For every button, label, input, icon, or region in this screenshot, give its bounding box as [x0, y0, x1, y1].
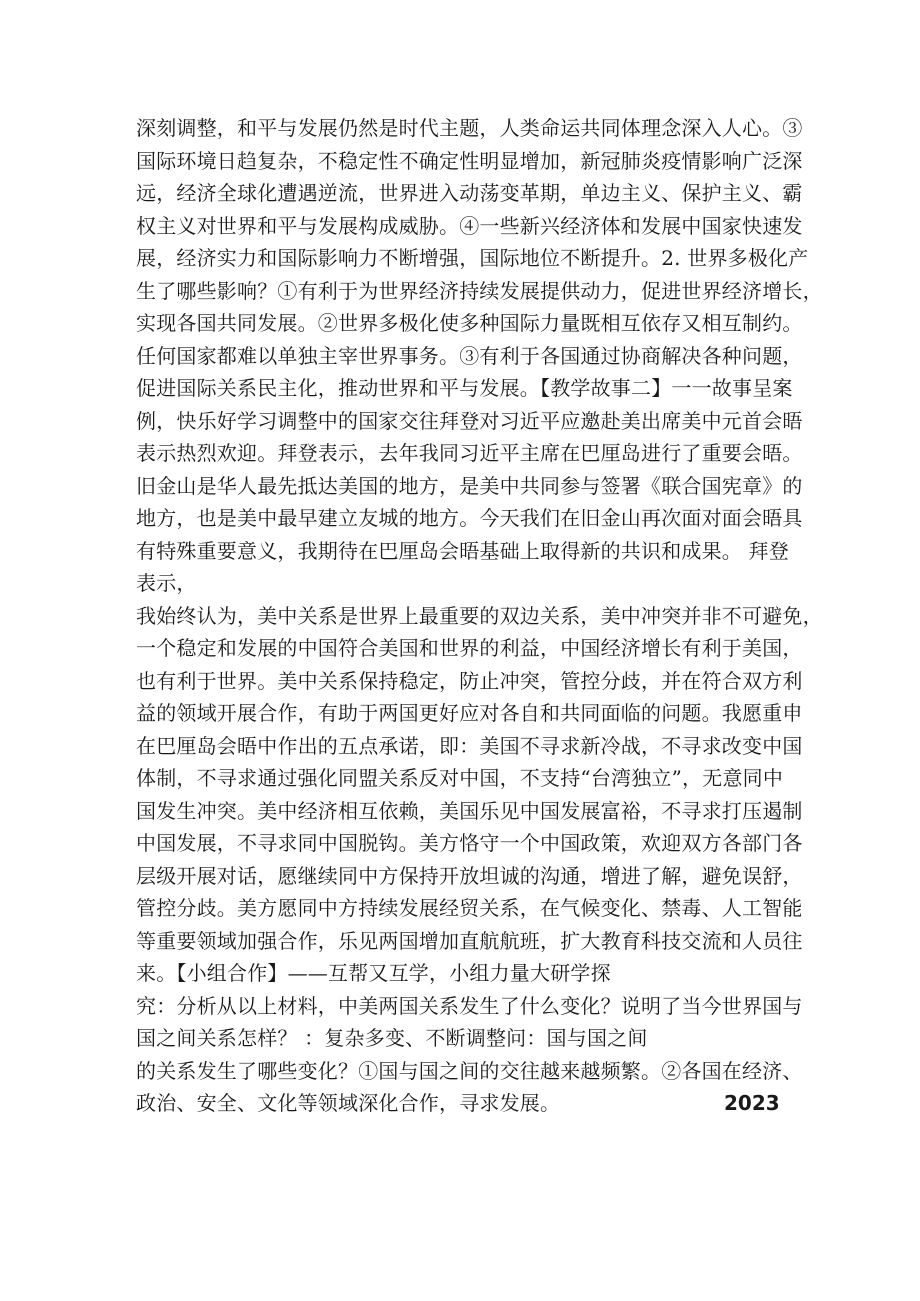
year-mark: 2023	[724, 1091, 780, 1115]
text-line: 远，经济全球化遭遇逆流，世界进入动荡变革期，单边主义、保护主义、霸	[136, 181, 803, 205]
text-line: 实现各国共同发展。②世界多极化使多种国际力量既相互依存又相互制约。	[136, 311, 803, 335]
text-line: 国际环境日趋复杂，不稳定性不确定性明显增加，新冠肺炎疫情影响广泛深	[136, 149, 803, 173]
text-line: 国之间关系怎样？ ：复杂多变、不断调整问：国与国之间	[136, 1026, 648, 1050]
text-line: 来。【小组合作】——互帮又互学，小组力量大研学探	[136, 961, 611, 985]
text-line: 我始终认为，美中关系是世界上最重要的双边关系，美中冲突并非不可避免，	[136, 604, 823, 628]
text-line: 一个稳定和发展的中国符合美国和世界的利益，中国经济增长有利于美国，	[136, 636, 803, 660]
text-line: 国发生冲突。美中经济相互依赖，美国乐见中国发展富裕，不寻求打压遏制	[136, 799, 803, 823]
text-line: 体制，不寻求通过强化同盟关系反对中国，不支持“台湾独立”，无意同中	[136, 766, 784, 790]
text-line: 究：分析从以上材料，中美两国关系发生了什么变化？说明了当今世界国与	[136, 994, 803, 1018]
text-line: 表示，	[136, 571, 197, 595]
text-line: 表示热烈欢迎。拜登表示，去年我同习近平主席在巴厘岛进行了重要会晤。	[136, 441, 803, 465]
text-line: 层级开展对话，愿继续同中方保持开放坦诚的沟通，增进了解，避免误舒，	[136, 864, 803, 888]
text-line: 生了哪些影响？①有利于为世界经济持续发展提供动力，促进世界经济增长，	[136, 279, 823, 303]
text-line: 政治、安全、文化等领域深化合作，寻求发展。	[136, 1091, 561, 1115]
text-line: 也有利于世界。美中关系保持稳定，防止冲突，管控分歧，并在符合双方利	[136, 669, 803, 693]
text-line: 在巴厘岛会晤中作出的五点承诺，即：美国不寻求新冷战，不寻求改变中国	[136, 734, 803, 758]
text-line: 深刻调整，和平与发展仍然是时代主题，人类命运共同体理念深入人心。③	[136, 116, 803, 140]
text-line: 权主义对世界和平与发展构成威胁。④一些新兴经济体和发展中国家快速发	[136, 214, 803, 238]
text-line: 等重要领域加强合作，乐见两国增加直航航班，扩大教育科技交流和人员往	[136, 929, 803, 953]
text-line: 中国发展，不寻求同中国脱钩。美方恪守一个中国政策，欢迎双方各部门各	[136, 831, 803, 855]
text-line: 促进国际关系民主化，推动世界和平与发展。【教学故事二】一一故事呈案	[136, 376, 793, 400]
text-line: 地方，也是美中最早建立友城的地方。今天我们在旧金山再次面对面会晤具	[136, 506, 803, 530]
text-line: 的关系发生了哪些变化？①国与国之间的交往越来越频繁。②各国在经济、	[136, 1059, 803, 1083]
text-line: 例，快乐好学习调整中的国家交往拜登对习近平应邀赴美出席美中元首会晤	[136, 409, 803, 433]
text-line: 任何国家都难以单独主宰世界事务。③有利于各国通过协商解决各种问题，	[136, 344, 803, 368]
text-line: 旧金山是华人最先抵达美国的地方，是美中共同参与签署《联合国宪章》的	[136, 474, 803, 498]
text-line: 展，经济实力和国际影响力不断增强，国际地位不断提升。2. 世界多极化产	[136, 246, 809, 270]
text-line: 有特殊重要意义，我期待在巴厘岛会晤基础上取得新的共识和成果。 拜登	[136, 539, 789, 563]
text-line: 管控分歧。美方愿同中方持续发展经贸关系，在气候变化、禁毒、人工智能	[136, 896, 803, 920]
text-line: 益的领域开展合作，有助于两国更好应对各自和共同面临的问题。我愿重申	[136, 701, 803, 725]
